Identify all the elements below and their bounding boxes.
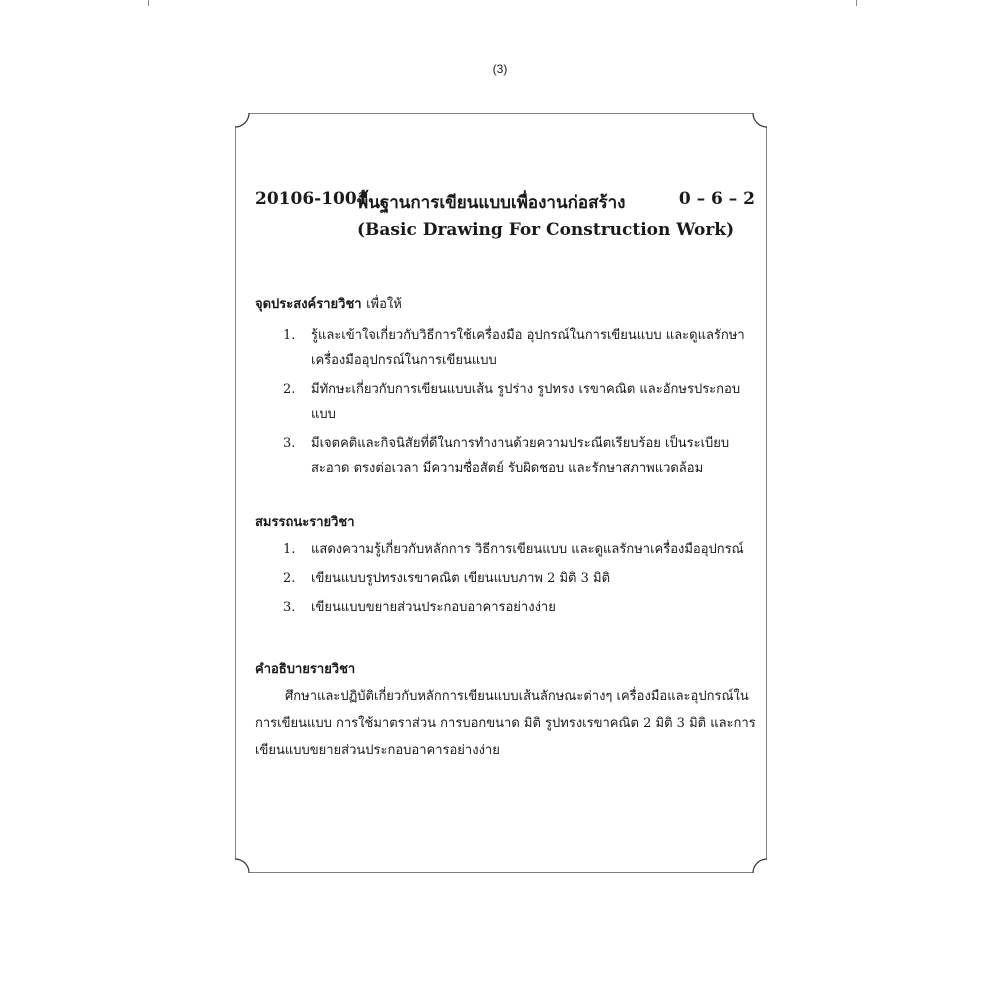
crop-mark-right — [856, 0, 857, 6]
page-number: (3) — [492, 62, 508, 76]
description-heading: คำอธิบายรายวิชา — [255, 662, 356, 677]
competency-item — [283, 537, 757, 562]
competencies-list — [283, 537, 757, 624]
objectives-heading-text: จุดประสงค์รายวิชา — [255, 297, 362, 312]
objectives-list — [283, 323, 757, 485]
objective-text: รู้และเข้าใจเกี่ยวกับวิธีการใช้เครื่องมือ อุปกรณ์ในการเขียนแบบ และดูแลรักษาเครื่องมืออุปกรณ์ในการเขียนแบบ — [311, 328, 745, 368]
objective-item — [283, 323, 757, 373]
description-text: ศึกษาและปฏิบัติเกี่ยวกับหลักการเขียนแบบเส้นลักษณะต่างๆ เครื่องมือและอุปกรณ์ในการเขียนแบบ การใช้มาตราส่วน การบอกขนาด มิติ รูปทรงเรขาคณิต 2 มิติ 3 มิติ และการเขียนแบบขยายส่วนประกอบอาคารอย่างง่าย — [255, 689, 756, 758]
objective-number: 2. — [283, 382, 296, 397]
crop-mark-left — [148, 0, 149, 6]
competency-text: เขียนแบบรูปทรงเรขาคณิต เขียนแบบภาพ 2 มิติ 3 มิติ — [311, 571, 611, 586]
competency-number: 3. — [283, 600, 296, 615]
course-frame — [235, 113, 767, 873]
objective-text: มีเจตคติและกิจนิสัยที่ดีในการทำงานด้วยความประณีตเรียบร้อย เป็นระเบียบ สะอาด ตรงต่อเวลา มีความซื่อสัตย์ รับผิดชอบ และรักษาสภาพแวดล้อม — [311, 436, 730, 476]
objective-item — [283, 377, 757, 427]
competency-text: แสดงความรู้เกี่ยวกับหลักการ วิธีการเขียนแบบ และดูแลรักษาเครื่องมืออุปกรณ์ — [311, 542, 744, 557]
course-code: 20106-1001 — [255, 189, 369, 209]
competency-item — [283, 595, 757, 620]
objectives-heading-suffix: เพื่อให้ — [366, 297, 402, 312]
objective-item — [283, 431, 757, 481]
competency-item — [283, 566, 757, 591]
course-title-en: (Basic Drawing For Construction Work) — [357, 220, 735, 240]
competency-number: 2. — [283, 571, 296, 586]
objectives-heading — [255, 293, 402, 314]
objective-number: 3. — [283, 436, 296, 451]
competency-text: เขียนแบบขยายส่วนประกอบอาคารอย่างง่าย — [311, 600, 556, 615]
course-title-th: พื้นฐานการเขียนแบบเพื่องานก่อสร้าง — [357, 193, 626, 213]
competency-number: 1. — [283, 542, 296, 557]
course-credits: 0 – 6 – 2 — [678, 189, 755, 209]
competencies-heading: สมรรถนะรายวิชา — [255, 515, 355, 530]
objective-text: มีทักษะเกี่ยวกับการเขียนแบบเส้น รูปร่าง รูปทรง เรขาคณิต และอักษรประกอบแบบ — [311, 382, 741, 422]
objective-number: 1. — [283, 328, 296, 343]
